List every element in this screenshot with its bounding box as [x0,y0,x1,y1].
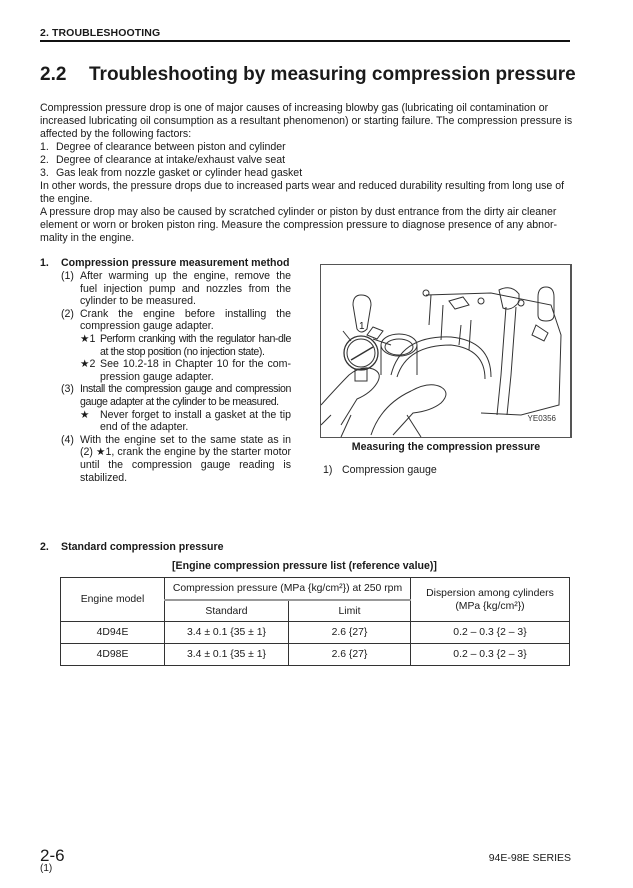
series-label: 94E-98E SERIES [488,852,571,864]
step-item [61,434,291,484]
figure-callout-number: 1 [359,321,365,332]
step-item [61,383,291,408]
factor-item [40,154,573,167]
method-steps [61,270,291,484]
method-title: Compression pressure measurement method [61,257,290,269]
header-dispersion-text: Dispersion among cylinders (MPa {kg/cm²}) [426,587,554,612]
figure-legend-item [323,464,437,476]
method-heading [40,257,289,269]
legend-number: 1) [323,464,333,476]
star-note-mark: ★1 [80,332,96,345]
step-text: With the engine set to the same state as in (2) ★1, crank the engine by the starter motor until the compression gauge reading is stabilized. [80,433,291,484]
section-number: 2.2 [40,64,67,85]
chapter-header: 2. TROUBLESHOOTING [40,27,161,39]
intro-paragraph-2: In other words, the pressure drops due to increased parts wear and reduced durability resulting from long use of the engine. [40,180,565,205]
compression-pressure-table [60,577,570,666]
figure-compression-gauge [320,264,572,438]
step-item [61,308,291,333]
cell-limit: 2.6 {27} [289,644,411,666]
cell-dispersion: 0.2 – 0.3 {2 – 3} [411,644,570,666]
section-title: Troubleshooting by measuring compression pressure [89,64,576,85]
cell-model: 4D98E [61,644,165,666]
cell-dispersion: 0.2 – 0.3 {2 – 3} [411,622,570,644]
step-number: (4) [61,433,74,446]
step-number: (1) [61,270,74,282]
intro-paragraph-1: Compression pressure drop is one of major causes of increasing blowby gas (lubricating oil contamination or increased lubricating oil consumption as a resultant phenomenon) or starting failure. The compression pressure is affected by the following factors: [40,102,573,140]
factor-item [40,141,573,154]
page-number: 2-6 [40,846,65,865]
step-text: Crank the engine before installing the compression gauge adapter. [80,307,291,333]
cell-standard: 3.4 ± 0.1 {35 ± 1} [165,644,289,666]
table-caption: [Engine compression pressure list (reference value)] [172,560,437,572]
standard-heading [40,541,224,553]
factor-item [40,167,573,180]
star-note-mark: ★ [80,408,90,421]
step-note [80,333,291,358]
factor-text: Degree of clearance between piston and cylinder [56,141,286,153]
factor-number: 3. [40,167,49,179]
step-number: (3) [61,383,74,396]
step-note [80,358,291,383]
step-text: Install the compression gauge and compression gauge adapter at the cylinder to be measured. [80,383,291,408]
note-text: See 10.2-18 in Chapter 10 for the com-pression gauge adapter. [100,358,291,383]
factor-number: 1. [40,141,49,153]
table-header-row [61,578,570,601]
standard-title: Standard compression pressure [61,541,224,553]
legend-text: Compression gauge [342,464,437,476]
figure-caption: Measuring the compression pressure [351,441,541,453]
factor-text: Gas leak from nozzle gasket or cylinder head gasket [56,167,303,179]
page-revision: (1) [40,863,53,874]
step-text: After warming up the engine, remove the fuel injection pump and nozzles from the cylinder to be measured. [80,270,291,308]
header-compression-pressure: Compression pressure (MPa {kg/cm²}) at 250 rpm [165,578,411,601]
figure-code: YE0356 [527,414,556,423]
step-number: (2) [61,307,74,320]
engine-illustration [321,265,571,437]
step-note [80,409,291,434]
header-engine-model: Engine model [61,578,165,622]
table-row [61,644,570,666]
note-text: Never forget to install a gasket at the tip end of the adapter. [100,408,291,434]
factor-text: Degree of clearance at intake/exhaust valve seat [56,154,286,166]
standard-number: 2. [40,541,49,553]
method-number: 1. [40,257,49,269]
header-dispersion [411,578,570,622]
table-row [61,622,570,644]
cell-model: 4D94E [61,622,165,644]
intro-text [40,102,573,245]
header-standard: Standard [165,600,289,622]
step-item [61,270,291,308]
intro-paragraph-3: A pressure drop may also be caused by scratched cylinder or piston by dust entrance from the dirty air cleaner element or worn or broken piston ring. Measure the compression pressure to diagnose presence of any abnor-mality in the engine. [40,206,558,244]
cell-limit: 2.6 {27} [289,622,411,644]
star-note-mark: ★2 [80,358,96,371]
header-limit: Limit [289,600,411,622]
header-rule [40,40,570,42]
factor-number: 2. [40,154,49,166]
note-text: Perform cranking with the regulator han-dle at the stop position (no injection state). [100,332,291,358]
cell-standard: 3.4 ± 0.1 {35 ± 1} [165,622,289,644]
